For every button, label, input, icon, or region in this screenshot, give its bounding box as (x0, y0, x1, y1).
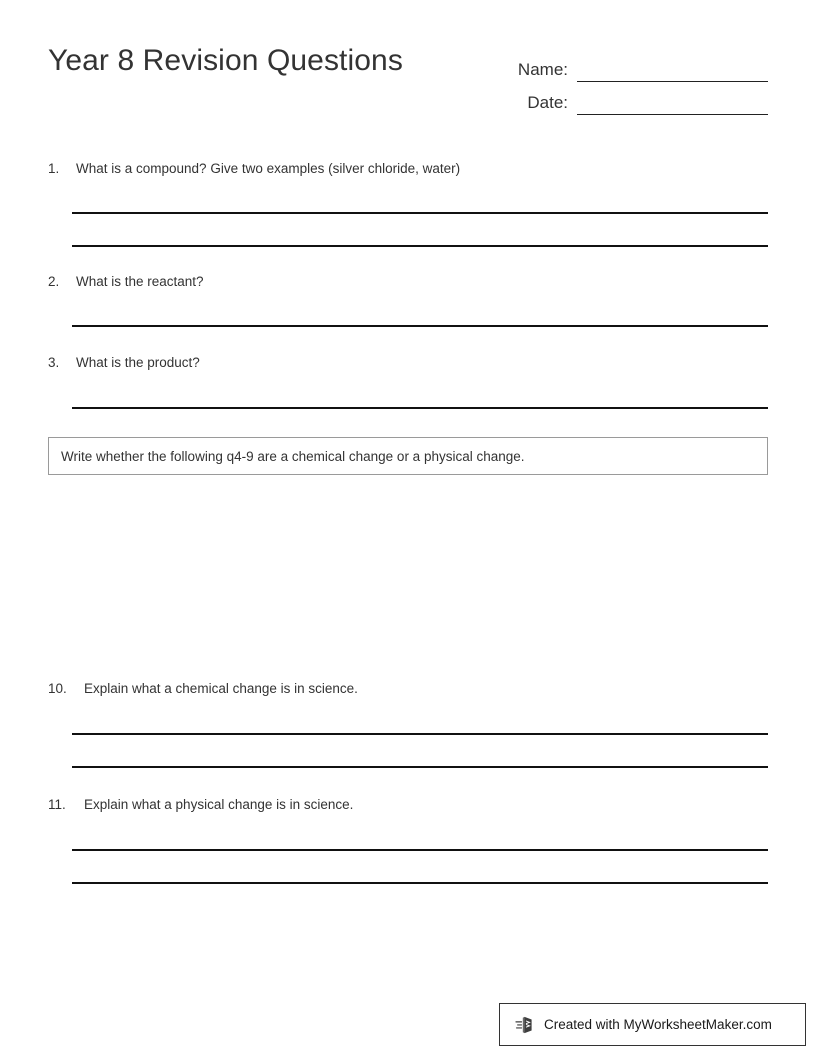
question-11-number: 11. (48, 797, 66, 813)
date-field-row (496, 82, 768, 115)
question-3-text: What is the product? (76, 355, 200, 371)
answer-line[interactable] (72, 178, 768, 214)
name-field-row (496, 49, 768, 82)
answer-line[interactable] (72, 214, 768, 247)
question-item-2 (48, 273, 768, 327)
question-10-answer-area (72, 698, 768, 768)
question-1-answer-area (72, 178, 768, 247)
questions-blank-region (48, 486, 768, 672)
question-11-answer-area (72, 814, 768, 884)
date-field-label: Date: (527, 93, 568, 112)
attribution-text: Created with MyWorksheetMaker.com (544, 1017, 772, 1032)
name-field-label: Name: (517, 60, 568, 79)
question-11-text: Explain what a physical change is in science. (84, 797, 354, 813)
question-item-3 (48, 354, 768, 408)
name-field-input[interactable] (577, 59, 768, 82)
question-2-text: What is the reactant? (76, 274, 204, 290)
answer-line[interactable] (72, 373, 768, 409)
attribution-badge[interactable] (499, 1003, 806, 1046)
instruction-text: Write whether the following q4-9 are a chemical change or a physical change. (61, 448, 525, 464)
question-10-number: 10. (48, 681, 67, 696)
answer-line[interactable] (72, 814, 768, 851)
questions-lower-list (48, 680, 768, 884)
question-11-heading (48, 796, 768, 814)
answer-line[interactable] (72, 291, 768, 327)
question-1-text: What is a compound? Give two examples (silver chloride, water) (76, 161, 461, 176)
question-10-text: Explain what a chemical change is in science. (84, 681, 358, 696)
question-2-answer-area (72, 291, 768, 327)
student-info-fields (496, 49, 768, 115)
question-2-number: 2. (48, 274, 60, 290)
question-item-1 (48, 160, 768, 247)
worksheet-maker-logo-icon (514, 1014, 536, 1036)
date-field-input[interactable] (577, 92, 768, 115)
answer-line[interactable] (72, 735, 768, 768)
question-1-number: 1. (48, 161, 60, 176)
question-3-answer-area (72, 373, 768, 409)
answer-line[interactable] (72, 851, 768, 884)
question-2-heading (48, 273, 768, 291)
instruction-box (48, 437, 768, 475)
question-item-11 (48, 796, 768, 884)
question-10-heading (48, 680, 768, 698)
questions-upper-list (48, 160, 768, 409)
question-3-heading (48, 354, 768, 372)
worksheet-header (48, 44, 768, 124)
page-title: Year 8 Revision Questions (48, 44, 403, 77)
question-3-number: 3. (48, 355, 60, 371)
question-item-10 (48, 680, 768, 768)
question-1-heading (48, 160, 768, 178)
answer-line[interactable] (72, 698, 768, 735)
